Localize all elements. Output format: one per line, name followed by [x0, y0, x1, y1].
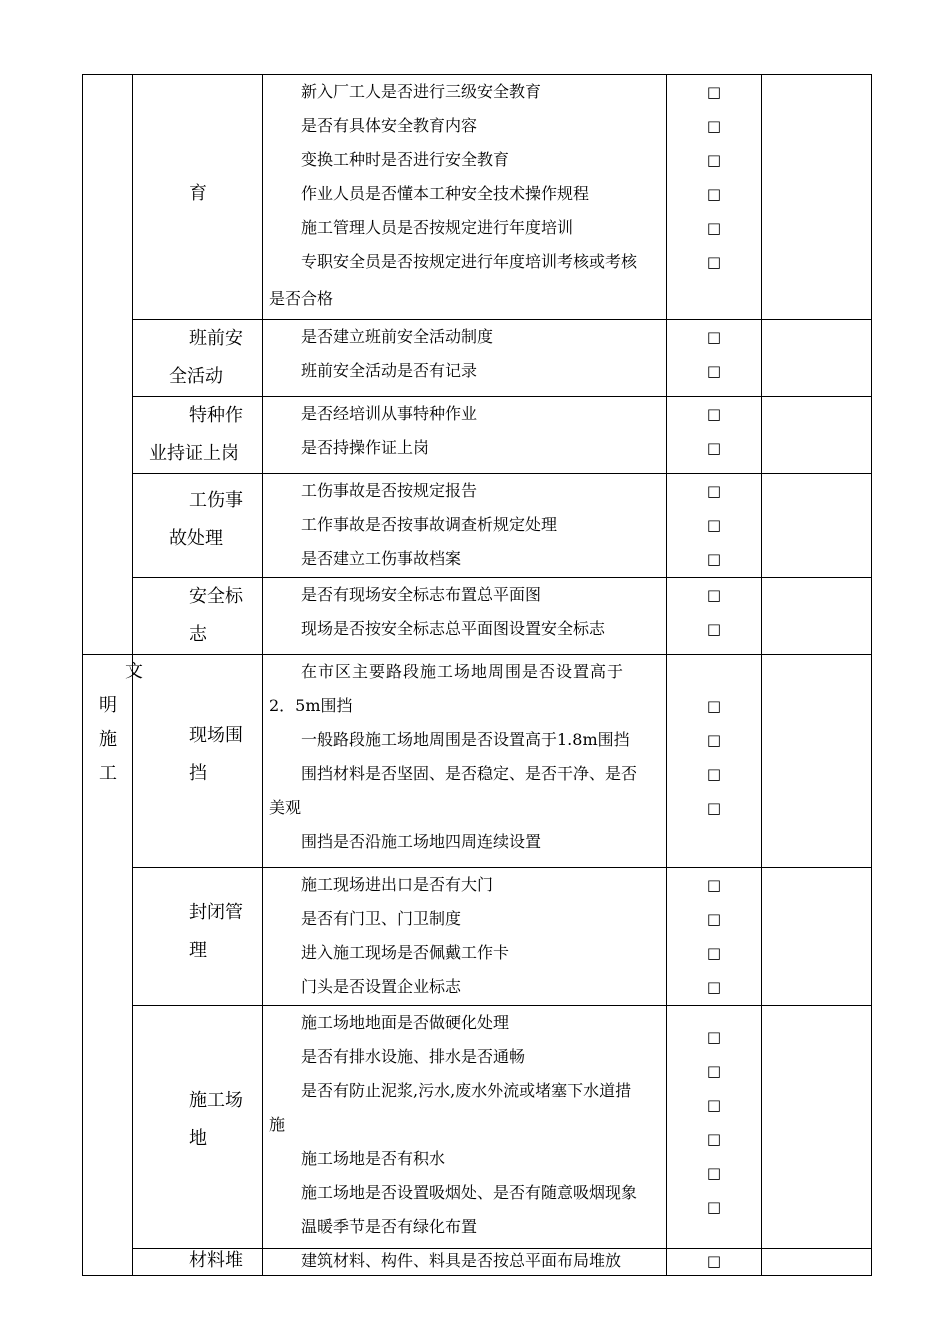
checkbox[interactable]: □	[706, 978, 722, 996]
checkbox[interactable]: □	[706, 185, 722, 203]
section-title-char: 施	[99, 729, 117, 750]
category-label: 现场围	[189, 725, 243, 746]
check-cell	[667, 75, 762, 320]
check-cell	[667, 578, 762, 655]
row-preshift-activity	[83, 320, 872, 397]
category-label: 封闭管	[189, 902, 243, 923]
item-text: 变换工种时是否进行安全教育	[301, 150, 510, 169]
category-cell	[133, 75, 263, 320]
item-text: 施工场地是否有积水	[301, 1149, 446, 1168]
checkbox[interactable]: □	[706, 405, 722, 423]
check-cell	[667, 1006, 762, 1249]
item-text-continued: 2．5m围挡	[269, 696, 353, 715]
category-label: 班前安	[189, 328, 243, 349]
items-cell	[263, 868, 667, 1006]
checkbox[interactable]: □	[706, 1062, 722, 1080]
item-text: 工作事故是否按事故调查析规定处理	[301, 515, 558, 534]
item-text: 作业人员是否懂本工种安全技术操作规程	[301, 184, 590, 203]
checkbox[interactable]: □	[706, 362, 722, 380]
item-text: 施工现场进出口是否有大门	[301, 875, 494, 894]
category-cell	[133, 868, 263, 1006]
inspection-table	[82, 74, 872, 1276]
items-cell	[263, 1249, 667, 1276]
item-text: 是否有现场安全标志布置总平面图	[301, 585, 542, 604]
checkbox[interactable]: □	[706, 117, 722, 135]
checkbox[interactable]: □	[706, 1028, 722, 1046]
item-text-continued: 是否合格	[269, 289, 334, 308]
item-text: 温暖季节是否有绿化布置	[301, 1217, 478, 1236]
row-special-operations	[83, 397, 872, 474]
checkbox[interactable]: □	[706, 1164, 722, 1182]
item-text: 是否建立班前安全活动制度	[301, 327, 494, 346]
category-label: 施工场	[189, 1090, 243, 1111]
item-text: 进入施工现场是否佩戴工作卡	[301, 943, 510, 962]
items-cell	[263, 578, 667, 655]
remark-cell[interactable]	[762, 1249, 872, 1276]
category-label: 挡	[189, 763, 207, 784]
item-text: 是否持操作证上岗	[301, 438, 430, 457]
category-cell	[133, 397, 263, 474]
item-text: 施工管理人员是否按规定进行年度培训	[301, 218, 574, 237]
checkbox[interactable]: □	[706, 253, 722, 271]
category-label: 地	[189, 1128, 207, 1149]
item-text: 是否有排水设施、排水是否通畅	[301, 1047, 526, 1066]
section-title	[83, 655, 143, 791]
remark-cell[interactable]	[762, 1006, 872, 1249]
item-text: 施工场地地面是否做硬化处理	[301, 1013, 510, 1032]
checkbox[interactable]: □	[706, 697, 722, 715]
checkbox[interactable]: □	[706, 83, 722, 101]
checkbox[interactable]: □	[706, 550, 722, 568]
checkbox[interactable]: □	[706, 1096, 722, 1114]
section-cell-safety	[83, 75, 133, 655]
category-cell	[133, 578, 263, 655]
item-text: 新入厂工人是否进行三级安全教育	[301, 82, 542, 101]
section-title-char: 工	[99, 763, 117, 784]
item-text: 现场是否按安全标志总平面图设置安全标志	[301, 619, 606, 638]
row-education	[83, 75, 872, 320]
item-text: 是否建立工伤事故档案	[301, 549, 462, 568]
check-cell	[667, 655, 762, 868]
checkbox[interactable]: □	[706, 219, 722, 237]
row-construction-site	[83, 1006, 872, 1249]
check-cell	[667, 474, 762, 578]
category-label: 安全标	[189, 586, 243, 607]
category-label: 特种作	[189, 405, 243, 426]
row-injury-handling	[83, 474, 872, 578]
check-cell	[667, 1249, 762, 1276]
check-cell	[667, 397, 762, 474]
items-cell	[263, 397, 667, 474]
item-text-continued: 美观	[269, 798, 302, 817]
category-cell	[133, 320, 263, 397]
item-text: 是否有防止泥浆,污水,废水外流或堵塞下水道措	[301, 1081, 632, 1100]
item-text: 建筑材料、构件、料具是否按总平面布局堆放	[301, 1251, 622, 1270]
check-cell	[667, 320, 762, 397]
category-label: 理	[189, 940, 207, 961]
category-label: 全活动	[169, 366, 223, 387]
checkbox[interactable]: □	[706, 439, 722, 457]
checkbox[interactable]: □	[706, 910, 722, 928]
items-cell	[263, 655, 667, 868]
category-label: 故处理	[169, 528, 223, 549]
item-text: 是否经培训从事特种作业	[301, 404, 478, 423]
section-title-char: 文	[125, 661, 143, 682]
item-text: 一般路段施工场地周围是否设置高于1.8m围挡	[301, 730, 630, 749]
category-cell	[133, 474, 263, 578]
checkbox[interactable]: □	[706, 765, 722, 783]
check-cell	[667, 868, 762, 1006]
section-cell-civilized-construction	[83, 655, 143, 1276]
item-text-continued: 施	[269, 1115, 286, 1134]
remark-cell[interactable]	[762, 75, 872, 320]
checkbox[interactable]: □	[706, 944, 722, 962]
item-text: 围挡是否沿施工场地四周连续设置	[301, 832, 542, 851]
item-text: 施工场地是否设置吸烟处、是否有随意吸烟现象	[301, 1183, 638, 1202]
checkbox[interactable]: □	[706, 586, 722, 604]
checkbox[interactable]: □	[706, 1198, 722, 1216]
checkbox[interactable]: □	[706, 516, 722, 534]
category-label: 志	[189, 624, 207, 645]
item-text: 在市区主要路段施工场地周围是否设置高于	[301, 662, 625, 681]
remark-cell[interactable]	[762, 397, 872, 474]
section-title-char: 明	[99, 695, 117, 716]
checkbox[interactable]: □	[706, 151, 722, 169]
checkbox[interactable]: □	[706, 799, 722, 817]
category-cell	[133, 1006, 263, 1249]
row-closed-management	[83, 868, 872, 1006]
checkbox[interactable]: □	[706, 482, 722, 500]
category-label: 材料堆	[189, 1250, 243, 1271]
items-cell	[263, 320, 667, 397]
remark-cell[interactable]	[762, 320, 872, 397]
checkbox[interactable]: □	[706, 876, 722, 894]
checkbox[interactable]: □	[706, 620, 722, 638]
category-label: 工伤事	[189, 490, 243, 511]
items-cell	[263, 75, 667, 320]
item-text: 工伤事故是否按规定报告	[301, 481, 478, 500]
items-cell	[263, 474, 667, 578]
row-site-fence	[83, 655, 872, 868]
item-text: 门头是否设置企业标志	[301, 977, 462, 996]
checkbox[interactable]: □	[706, 1252, 722, 1270]
checkbox[interactable]: □	[706, 731, 722, 749]
item-text: 围挡材料是否坚固、是否稳定、是否干净、是否	[301, 764, 638, 783]
item-text: 专职安全员是否按规定进行年度培训考核或考核	[301, 252, 638, 271]
item-text: 是否有门卫、门卫制度	[301, 909, 462, 928]
item-text: 是否有具体安全教育内容	[301, 116, 478, 135]
remark-cell[interactable]	[762, 655, 872, 868]
remark-cell[interactable]	[762, 868, 872, 1006]
item-text: 班前安全活动是否有记录	[301, 361, 478, 380]
row-safety-signs	[83, 578, 872, 655]
row-material-stacking	[83, 1249, 872, 1276]
items-cell	[263, 1006, 667, 1249]
category-cell	[133, 1249, 263, 1276]
remark-cell[interactable]	[762, 474, 872, 578]
category-label: 业持证上岗	[149, 443, 239, 464]
category-cell	[133, 655, 263, 868]
category-label: 育	[189, 183, 207, 204]
checkbox[interactable]: □	[706, 1130, 722, 1148]
remark-cell[interactable]	[762, 578, 872, 655]
checkbox[interactable]: □	[706, 328, 722, 346]
